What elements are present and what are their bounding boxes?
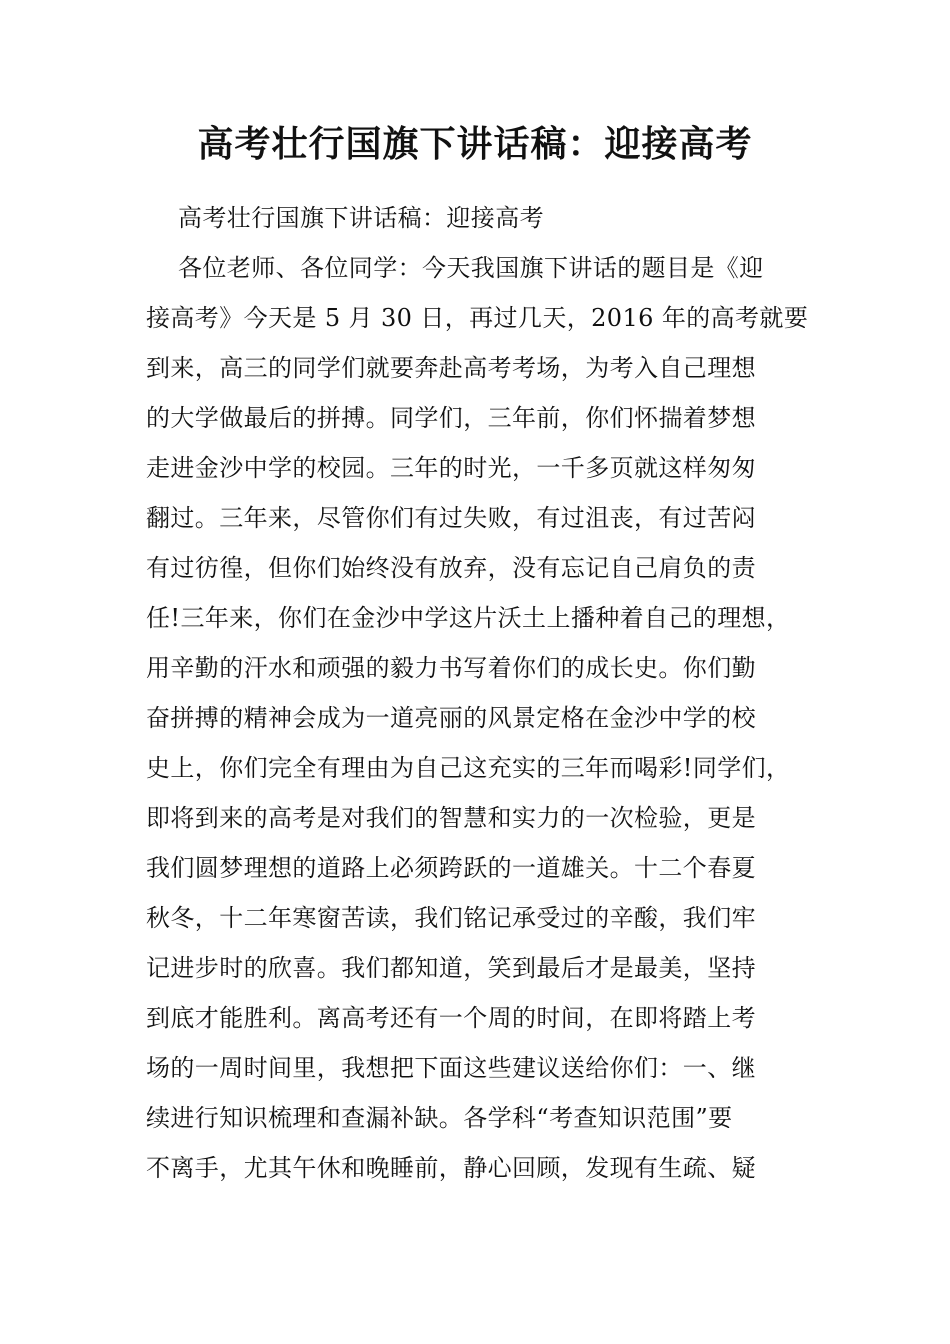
text-line: 到底才能胜利。离高考还有一个周的时间，在即将踏上考 xyxy=(146,1004,756,1032)
text-line: 即将到来的高考是对我们的智慧和实力的一次检验，更是 xyxy=(146,804,756,832)
text-line: 续进行知识梳理和查漏补缺。各学科“考查知识范围”要 xyxy=(146,1104,733,1132)
text-line: 场的一周时间里，我想把下面这些建议送给你们：一、继 xyxy=(146,1054,756,1082)
text-line: 奋拼搏的精神会成为一道亮丽的风景定格在金沙中学的校 xyxy=(146,704,756,732)
text-line: 任!三年来，你们在金沙中学这片沃土上播种着自己的理想， xyxy=(146,604,791,632)
document-title: 高考壮行国旗下讲话稿：迎接高考 xyxy=(197,123,753,165)
text-line: 走进金沙中学的校园。三年的时光，一千多页就这样匆匆 xyxy=(146,454,756,482)
subtitle-line: 高考壮行国旗下讲话稿：迎接高考 xyxy=(178,204,544,232)
text-line: 到来，高三的同学们就要奔赴高考考场，为考入自己理想 xyxy=(146,354,756,382)
text-line: 有过彷徨，但你们始终没有放弃，没有忘记自己肩负的责 xyxy=(146,554,756,582)
text-line: 接高考》今天是 5 月 30 日，再过几天，2016 年的高考就要 xyxy=(146,304,809,332)
text-line: 翻过。三年来，尽管你们有过失败，有过沮丧，有过苦闷 xyxy=(146,504,756,532)
text-line: 记进步时的欣喜。我们都知道，笑到最后才是最美，坚持 xyxy=(146,954,756,982)
text-line: 我们圆梦理想的道路上必须跨跃的一道雄关。十二个春夏 xyxy=(146,854,756,882)
text-line: 各位老师、各位同学：今天我国旗下讲话的题目是《迎 xyxy=(178,254,764,282)
text-line: 不离手，尤其午休和晚睡前，静心回顾，发现有生疏、疑 xyxy=(146,1154,756,1182)
text-line: 用辛勤的汗水和顽强的毅力书写着你们的成长史。你们勤 xyxy=(146,654,756,682)
text-line: 史上，你们完全有理由为自己这充实的三年而喝彩!同学们， xyxy=(146,754,791,782)
text-line: 的大学做最后的拼搏。同学们，三年前，你们怀揣着梦想 xyxy=(146,404,756,432)
text-line: 秋冬，十二年寒窗苦读，我们铭记承受过的辛酸，我们牢 xyxy=(146,904,756,932)
